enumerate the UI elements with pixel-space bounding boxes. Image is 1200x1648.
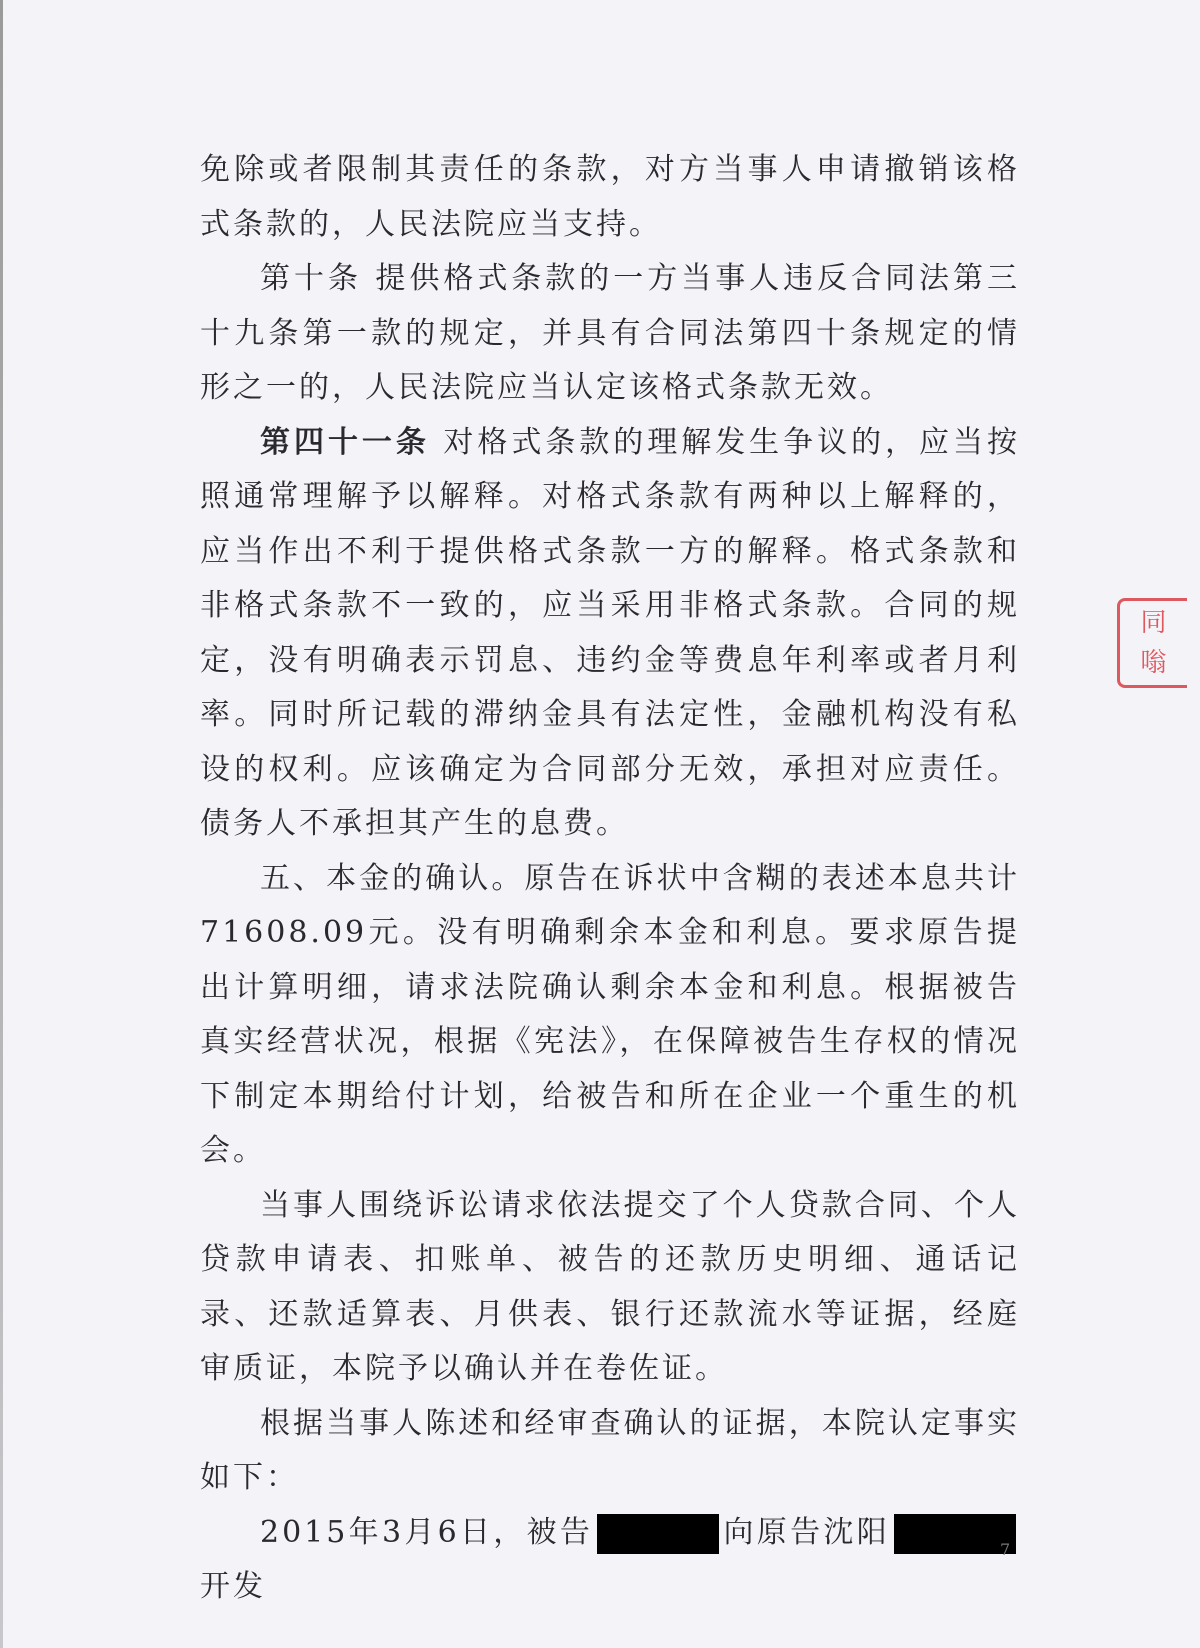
paragraph-text: 免除或者限制其责任的条款，对方当事人申请撤销该格式条款的，人民法院应当支持。 <box>200 152 1020 242</box>
paragraph-text: 当事人围绕诉讼请求依法提交了个人贷款合同、个人贷款申请表、扣账单、被告的还款历史明细、通话记录、还款适算表、月供表、银行还款流水等证据，经庭审质证，本院予以确认并在卷佐证。 <box>200 1187 1020 1386</box>
paragraph-text: 第十条 提供格式条款的一方当事人违反合同法第三十九条第一款的规定，并具有合同法第四十条规定的情形之一的，人民法院应当认定该格式条款无效。 <box>200 261 1020 405</box>
seal-text-line: 嗡 <box>1140 648 1167 678</box>
paragraph-text-part1: 2015年3月6日，被告 <box>260 1514 594 1550</box>
redaction-box <box>597 1514 719 1554</box>
redaction-box <box>894 1514 1016 1554</box>
paragraph-2 <box>200 252 1020 416</box>
page-number: 7 <box>1000 1540 1011 1559</box>
paragraph-4 <box>200 852 1020 1179</box>
paragraph-text: 对格式条款的理解发生争议的，应当按照通常理解予以解释。对格式条款有两种以上解释的，应当作出不利于提供格式条款一方的解释。格式条款和非格式条款不一致的，应当采用非格式条款。合同的规定，没有明确表示罚息、违约金等费息年利率或者月利率。同时所记载的滞纳金具有法定性，金融机构没有私设的权利。应该确定为合同部分无效，承担对应责任。债务人不承担其产生的息费。 <box>200 424 1021 841</box>
document-body <box>200 143 1020 1615</box>
article-heading: 第四十一条 <box>260 424 430 460</box>
scan-edge <box>0 0 3 1648</box>
paragraph-1 <box>200 143 1020 252</box>
paragraph-6 <box>200 1397 1020 1506</box>
paragraph-7 <box>200 1506 1020 1615</box>
paragraph-text: 根据当事人陈述和经审查确认的证据，本院认定事实如下： <box>200 1405 1020 1495</box>
paragraph-3 <box>200 416 1020 852</box>
paragraph-text: 五、本金的确认。原告在诉状中含糊的表述本息共计71608.09元。没有明确剩余本金和利息。要求原告提出计算明细，请求法院确认剩余本金和利息。根据被告真实经营状况，根据《宪法》，在保障被告生存权的情况下制定本期给付计划，给被告和所在企业一个重生的机会。 <box>200 860 1020 1168</box>
paragraph-text-part3: 开发 <box>200 1569 266 1604</box>
paragraph-text-part2: 向原告沈阳 <box>723 1514 890 1550</box>
seal-text-line: 同 <box>1140 608 1167 638</box>
red-seal-stamp <box>1117 598 1187 688</box>
paragraph-5 <box>200 1179 1020 1397</box>
